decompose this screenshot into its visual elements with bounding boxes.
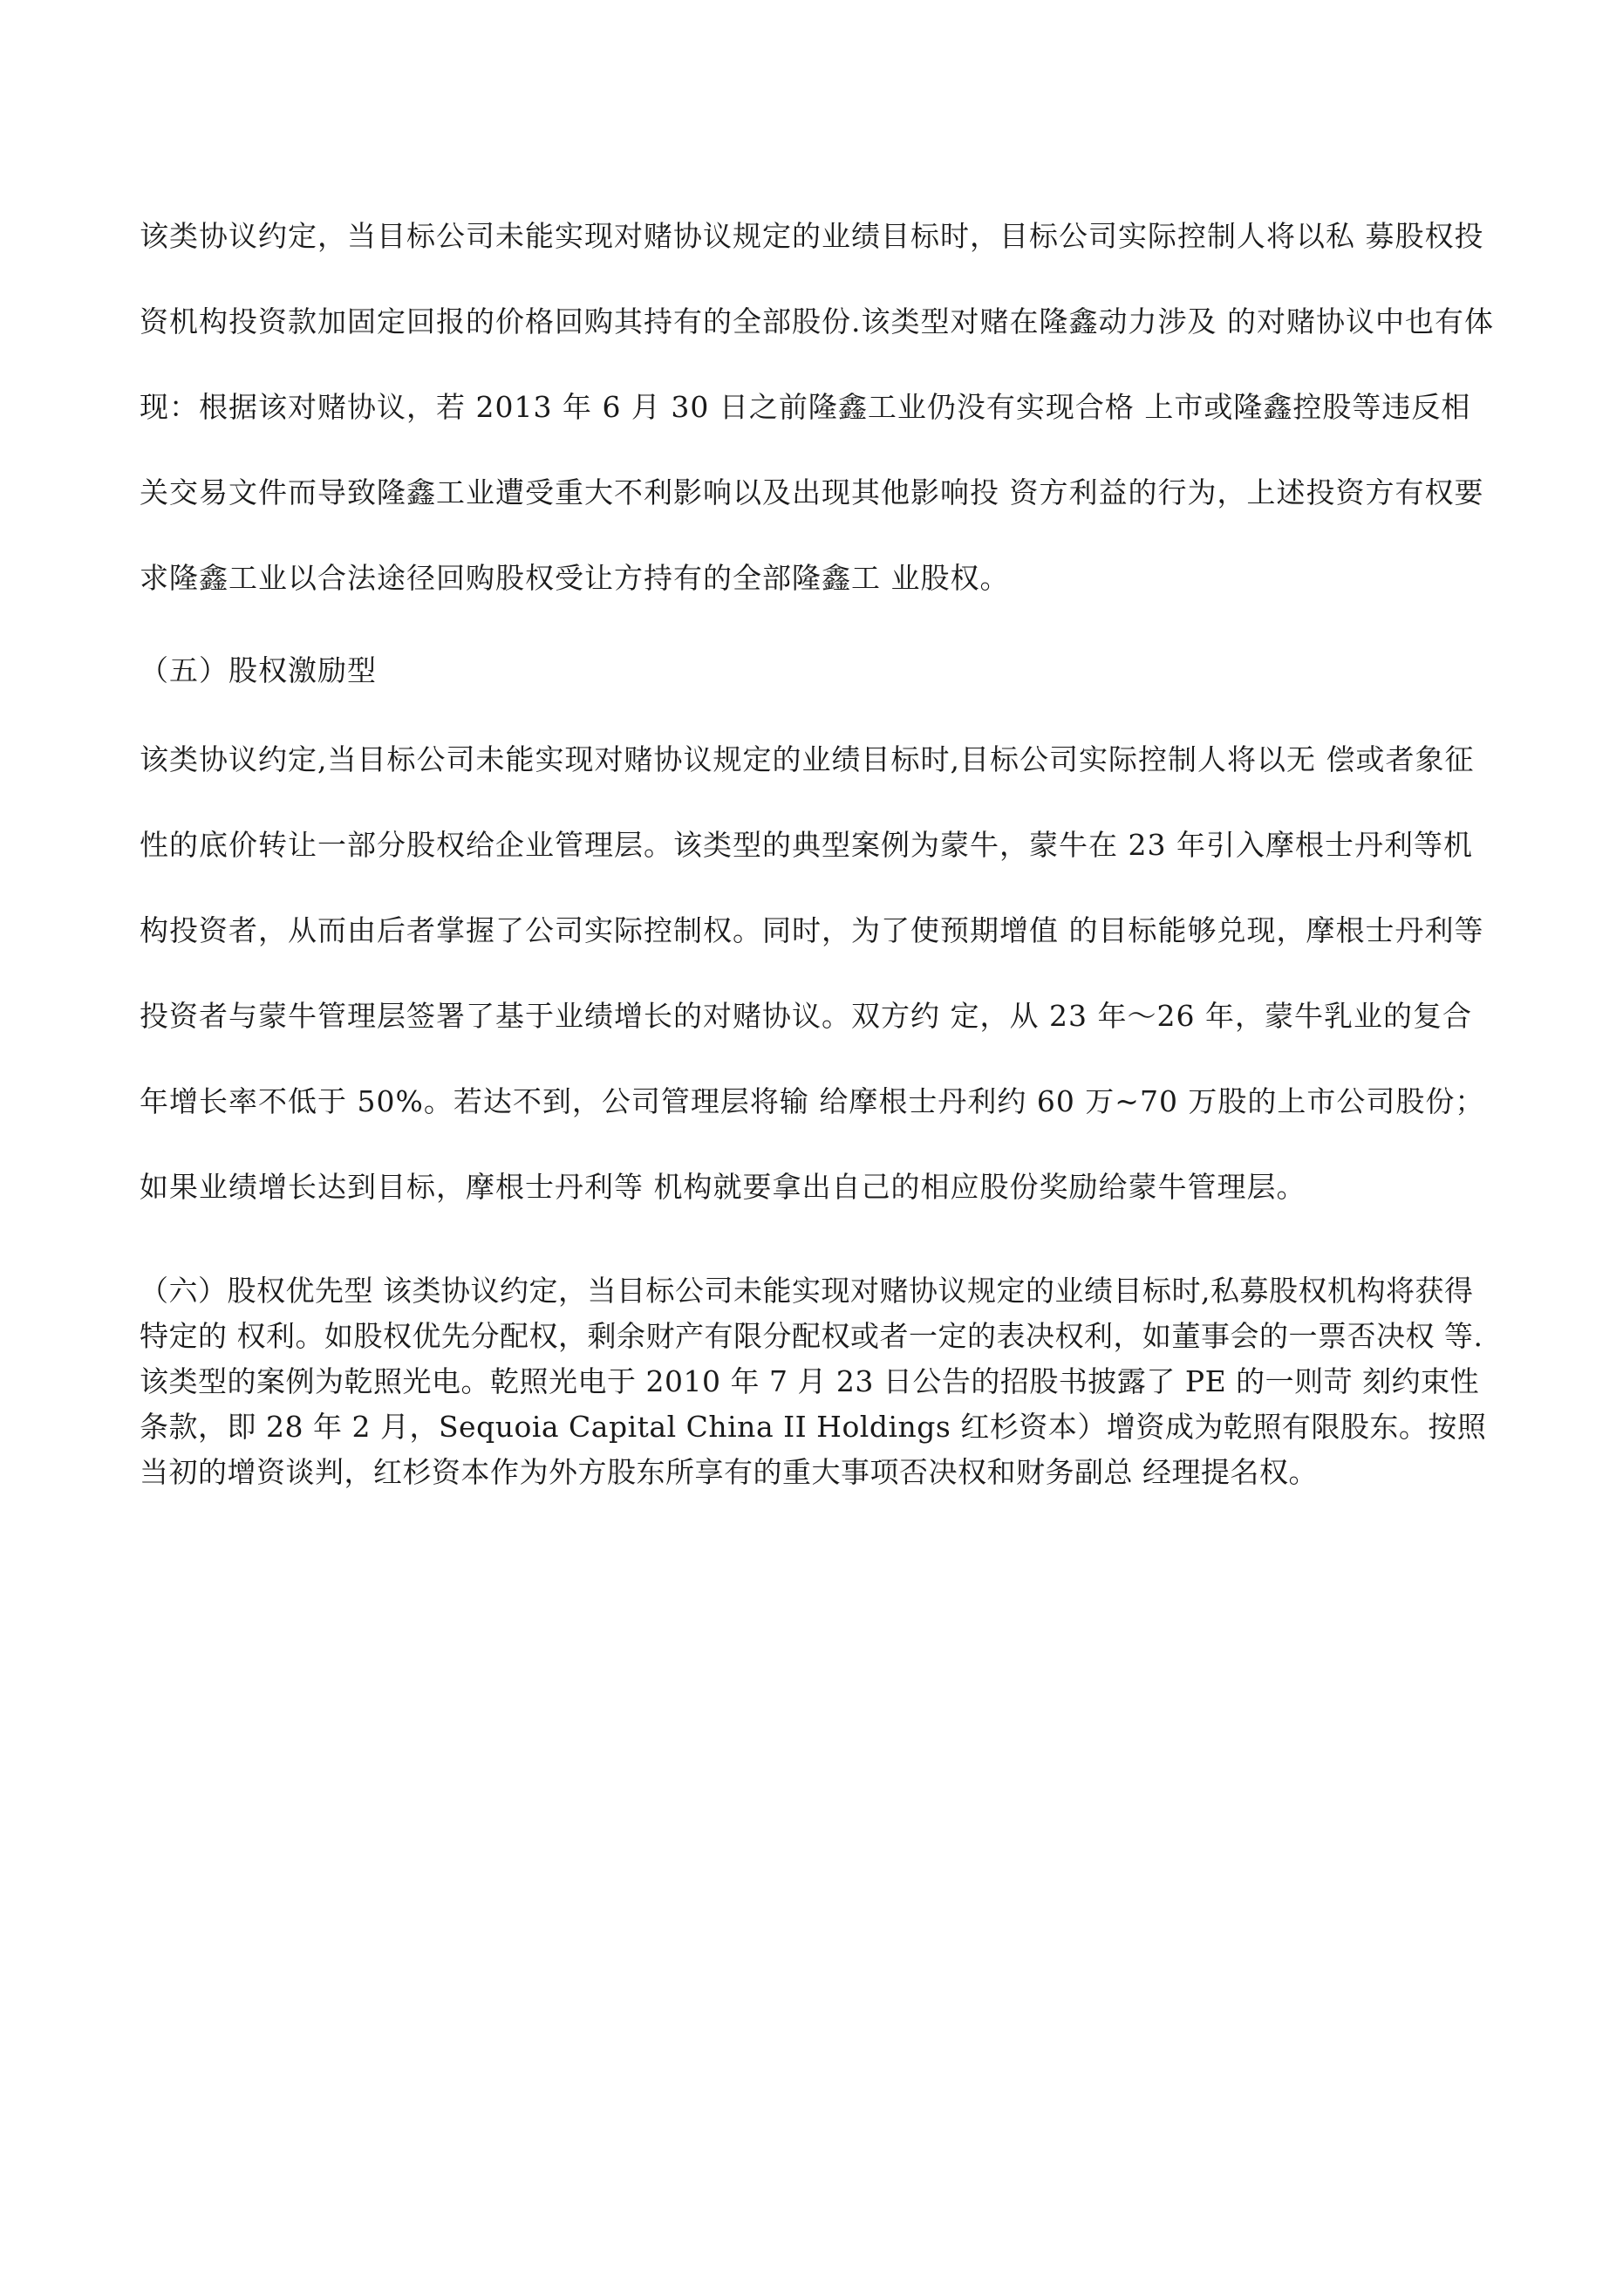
paragraph-equity-priority: （六）股权优先型 该类协议约定，当目标公司未能实现对赌协议规定的业绩目标时,私募股权机构将获得特定的 权利。如股权优先分配权，剩余财产有限分配权或者一定的表决权利，如董事会的一票否决权 等.该类型的案例为乾照光电。乾照光电于 2010 年 7 月 23 日公告的招股书披露了 PE 的一则苛 刻约束性条款，即 28 年 2 月，Sequoia Capital China II Holdings 红杉资本）增资成为乾照有限股东。按照当初的增资谈判，红杉资本作为外方股东所享有的重大事项否决权和财务副总 经理提名权。 <box>140 1274 1487 1489</box>
document-page <box>140 209 1500 1495</box>
paragraph-buyback-type: 该类协议约定，当目标公司未能实现对赌协议规定的业绩目标时，目标公司实际控制人将以私 募股权投资机构投资款加固定回报的价格回购其持有的全部股份.该类型对赌在隆鑫动力涉及 的对赌协议中也有体现：根据该对赌协议，若 2013 年 6 月 30 日之前隆鑫工业仍没有实现合格 上市或隆鑫控股等违反相关交易文件而导致隆鑫工业遭受重大不利影响以及出现其他影响投 资方利益的行为，上述投资方有权要求隆鑫工业以合法途径回购股权受让方持有的全部隆鑫工 业股权。 <box>140 219 1494 595</box>
section-heading-equity-incentive: （五）股权激励型 <box>140 653 377 687</box>
paragraph-equity-incentive: 该类协议约定,当目标公司未能实现对赌协议规定的业绩目标时,目标公司实际控制人将以无 偿或者象征性的底价转让一部分股权给企业管理层。该类型的典型案例为蒙牛，蒙牛在 23 年引入摩根士丹利等机构投资者，从而由后者掌握了公司实际控制权。同时，为了使预期增值 的目标能够兑现，摩根士丹利等投资者与蒙牛管理层签署了基于业绩增长的对赌协议。双方约 定，从 23 年〜26 年，蒙牛乳业的复合年增长率不低于 50%。若达不到，公司管理层将输 给摩根士丹利约 60 万~70 万股的上市公司股份；如果业绩增长达到目标，摩根士丹利等 机构就要拿出自己的相应股份奖励给蒙牛管理层。 <box>140 742 1485 1204</box>
